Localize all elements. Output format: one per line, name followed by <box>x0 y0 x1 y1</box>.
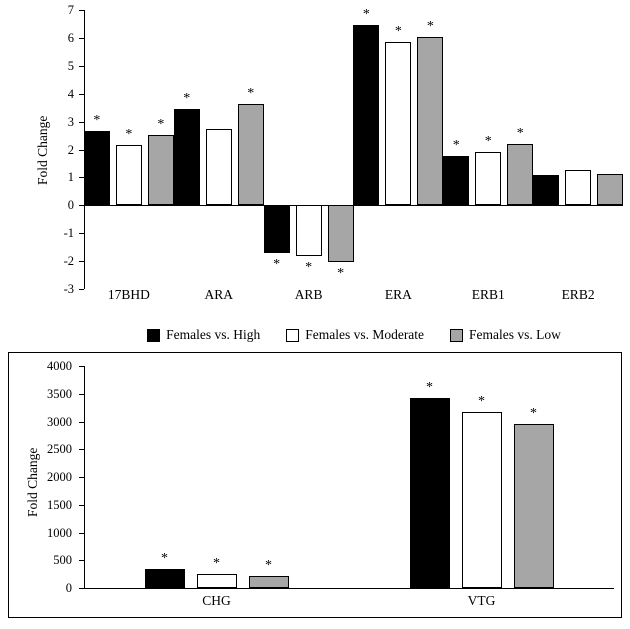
legend-swatch <box>450 329 463 342</box>
legend-label: Females vs. High <box>166 327 261 342</box>
legend-swatch <box>286 329 299 342</box>
bar <box>410 398 450 588</box>
significance-marker: * <box>530 405 537 421</box>
significance-marker: * <box>426 380 433 396</box>
significance-marker: * <box>125 127 133 143</box>
y-tick-label: -3 <box>63 282 74 296</box>
legend-label: Females vs. Moderate <box>305 327 425 342</box>
y-tick-label: 4 <box>67 86 74 101</box>
y-tick-label: -2 <box>63 254 74 269</box>
significance-marker: * <box>265 557 272 573</box>
bar <box>597 174 623 205</box>
significance-marker: * <box>305 259 313 275</box>
y-tick-label: 1 <box>67 170 74 185</box>
category-label: VTG <box>467 593 496 608</box>
chart-top-y-axis-title: Fold Change <box>35 115 50 185</box>
chart-bottom <box>8 352 622 629</box>
significance-marker: * <box>394 24 402 40</box>
y-tick-label: 2000 <box>47 470 72 484</box>
category-label: ERB2 <box>561 287 595 302</box>
category-label: ERB1 <box>471 287 505 302</box>
y-tick-label: 500 <box>53 553 72 568</box>
bar <box>148 135 174 205</box>
bar <box>249 576 289 588</box>
chart-legend <box>84 325 624 345</box>
bar <box>116 145 142 205</box>
y-tick-label: 1000 <box>47 525 72 540</box>
significance-marker: * <box>93 113 101 129</box>
bar <box>174 109 200 205</box>
significance-marker: * <box>213 556 220 572</box>
bar <box>443 156 469 206</box>
significance-marker: * <box>247 86 255 102</box>
y-tick-label: 7 <box>67 3 74 17</box>
y-tick-label: 0 <box>65 581 72 595</box>
bar <box>84 131 110 205</box>
legend-label: Females vs. Low <box>469 327 561 342</box>
significance-marker: * <box>157 116 165 132</box>
significance-marker: * <box>161 551 168 567</box>
significance-marker: * <box>362 7 370 23</box>
bar <box>296 205 322 255</box>
bar <box>417 37 443 206</box>
y-tick-label: 2 <box>67 142 74 157</box>
category-label: 17BHD <box>107 287 150 302</box>
bar <box>462 412 502 588</box>
bar <box>385 42 411 205</box>
significance-marker: * <box>478 393 485 409</box>
bar <box>514 424 554 588</box>
bar <box>353 25 379 205</box>
significance-marker: * <box>183 91 191 107</box>
y-axis-line <box>84 366 85 588</box>
bar <box>206 129 232 206</box>
y-tick-label: 3 <box>67 114 74 129</box>
chart-bottom-y-axis-title: Fold Change <box>25 447 40 517</box>
significance-marker: * <box>452 137 460 153</box>
y-tick-label: 3500 <box>47 386 72 401</box>
legend-swatch <box>147 329 160 342</box>
bar <box>264 205 290 252</box>
bar <box>238 104 264 205</box>
category-label: CHG <box>202 593 231 608</box>
y-tick-label: 6 <box>67 30 74 45</box>
bar <box>565 170 591 205</box>
significance-marker: * <box>426 18 434 34</box>
chart-bottom-plot-area <box>84 366 614 588</box>
bar <box>507 144 533 205</box>
category-label: ARA <box>204 287 233 302</box>
bar <box>197 574 237 588</box>
bar <box>533 175 559 205</box>
y-tick-label: 4000 <box>47 359 72 373</box>
legend-item <box>286 327 424 343</box>
significance-marker: * <box>337 266 345 282</box>
y-tick-label: 1500 <box>47 497 72 512</box>
y-tick-label: 2500 <box>47 442 72 457</box>
y-tick-label: -1 <box>63 226 74 241</box>
category-label: ERA <box>384 287 412 302</box>
bar <box>145 569 185 588</box>
x-axis-line <box>84 588 614 589</box>
y-tick-label: 0 <box>67 198 74 213</box>
significance-marker: * <box>516 125 524 141</box>
legend-item <box>450 327 561 343</box>
y-tick-label: 5 <box>67 58 74 73</box>
significance-marker: * <box>273 256 281 272</box>
bar <box>475 152 501 205</box>
category-label: ARB <box>294 287 323 302</box>
chart-top-plot-area <box>84 7 623 289</box>
significance-marker: * <box>484 134 492 150</box>
y-tick-label: 3000 <box>47 414 72 429</box>
bar <box>328 205 354 262</box>
legend-item <box>147 327 260 343</box>
